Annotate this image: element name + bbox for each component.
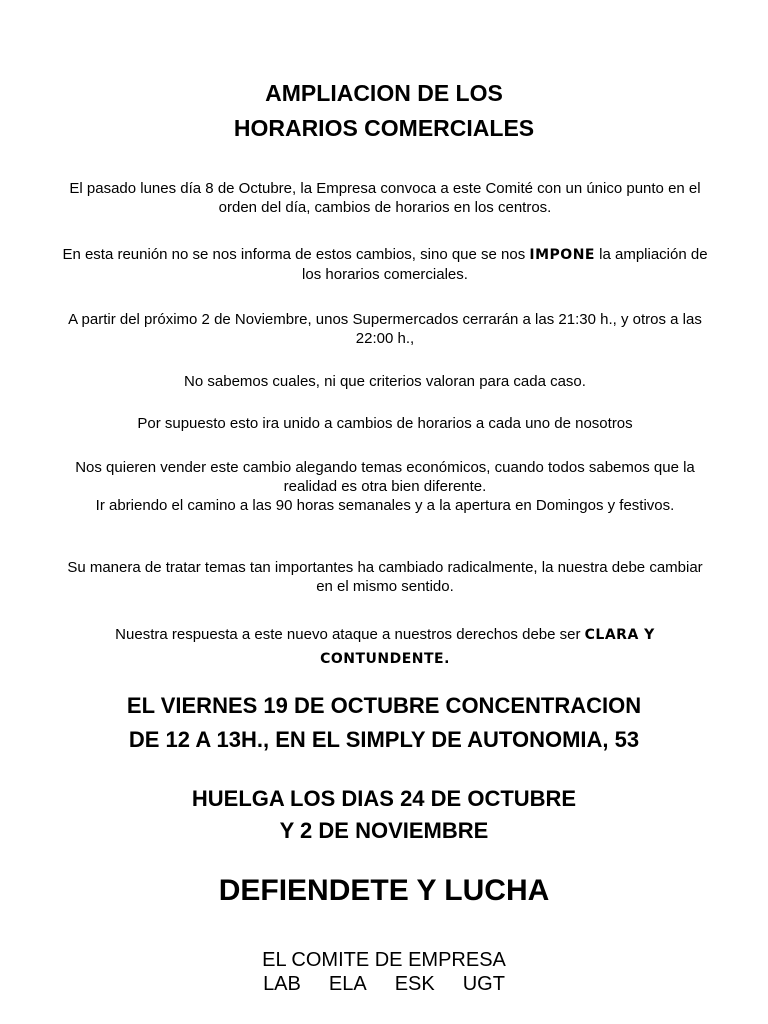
title-line-1: AMPLIACION DE LOS <box>265 80 503 106</box>
paragraph-impone-text-after: la ampliación de los horarios comerciales. <box>302 246 708 283</box>
clear-response-text: Nuestra respuesta a este nuevo ataque a nuestros derechos debe ser <box>115 626 585 643</box>
slogan: DEFIENDETE Y LUCHA <box>218 874 550 907</box>
concentration-line-1: EL VIERNES 19 DE OCTUBRE CONCENTRACION <box>126 693 642 718</box>
union-esk: ESK <box>394 973 435 995</box>
paragraph-impone <box>60 245 710 284</box>
economic-reasons-line-2: Ir abriendo el camino a las 90 horas semanales y a la apertura en Domingos y festivos. <box>95 497 675 514</box>
union-ela: ELA <box>328 973 367 995</box>
strike-line-1: HUELGA LOS DIAS 24 DE OCTUBRE <box>191 786 577 811</box>
concentration-line-2: DE 12 A 13H., EN EL SIMPLY DE AUTONOMIA, 53 <box>128 727 640 752</box>
paragraph-criteria: No sabemos cuales, ni que criterios valoran para cada caso. <box>184 373 586 390</box>
paragraph-impone-text-before: En esta reunión no se nos informa de estos cambios, sino que se nos <box>62 246 530 263</box>
paragraph-clear-response <box>60 623 710 671</box>
strike-line-2: Y 2 DE NOVIEMBRE <box>279 818 489 843</box>
title-line-2: HORARIOS COMERCIALES <box>233 115 535 141</box>
paragraph-new-hours: A partir del próximo 2 de Noviembre, unos Supermercados cerrarán a las 21:30 h., y otros a las 22:00 h., <box>68 311 702 347</box>
union-ugt: UGT <box>462 973 505 995</box>
paragraph-change-response: Su manera de tratar temas tan importantes ha cambiado radicalmente, la nuestra debe cambiar en el mismo sentido. <box>67 559 703 595</box>
paragraph-meeting: El pasado lunes día 8 de Octubre, la Empresa convoca a este Comité con un único punto en el orden del día, cambios de horarios en los centros. <box>69 180 701 216</box>
clara-contundente-emphasis: CLARA Y CONTUNDENTE. <box>320 627 655 667</box>
paragraph-schedule-changes: Por supuesto esto ira unido a cambios de horarios a cada uno de nosotros <box>137 415 633 432</box>
paragraph-economic-reasons <box>60 458 710 515</box>
union-lab: LAB <box>263 973 301 995</box>
union-list <box>0 972 768 996</box>
economic-reasons-line-1: Nos quieren vender este cambio alegando temas económicos, cuando todos sabemos que la realidad es otra bien diferente. <box>75 459 695 495</box>
impone-emphasis: IMPONE <box>529 247 595 263</box>
committee-signature: EL COMITE DE EMPRESA <box>262 949 506 971</box>
